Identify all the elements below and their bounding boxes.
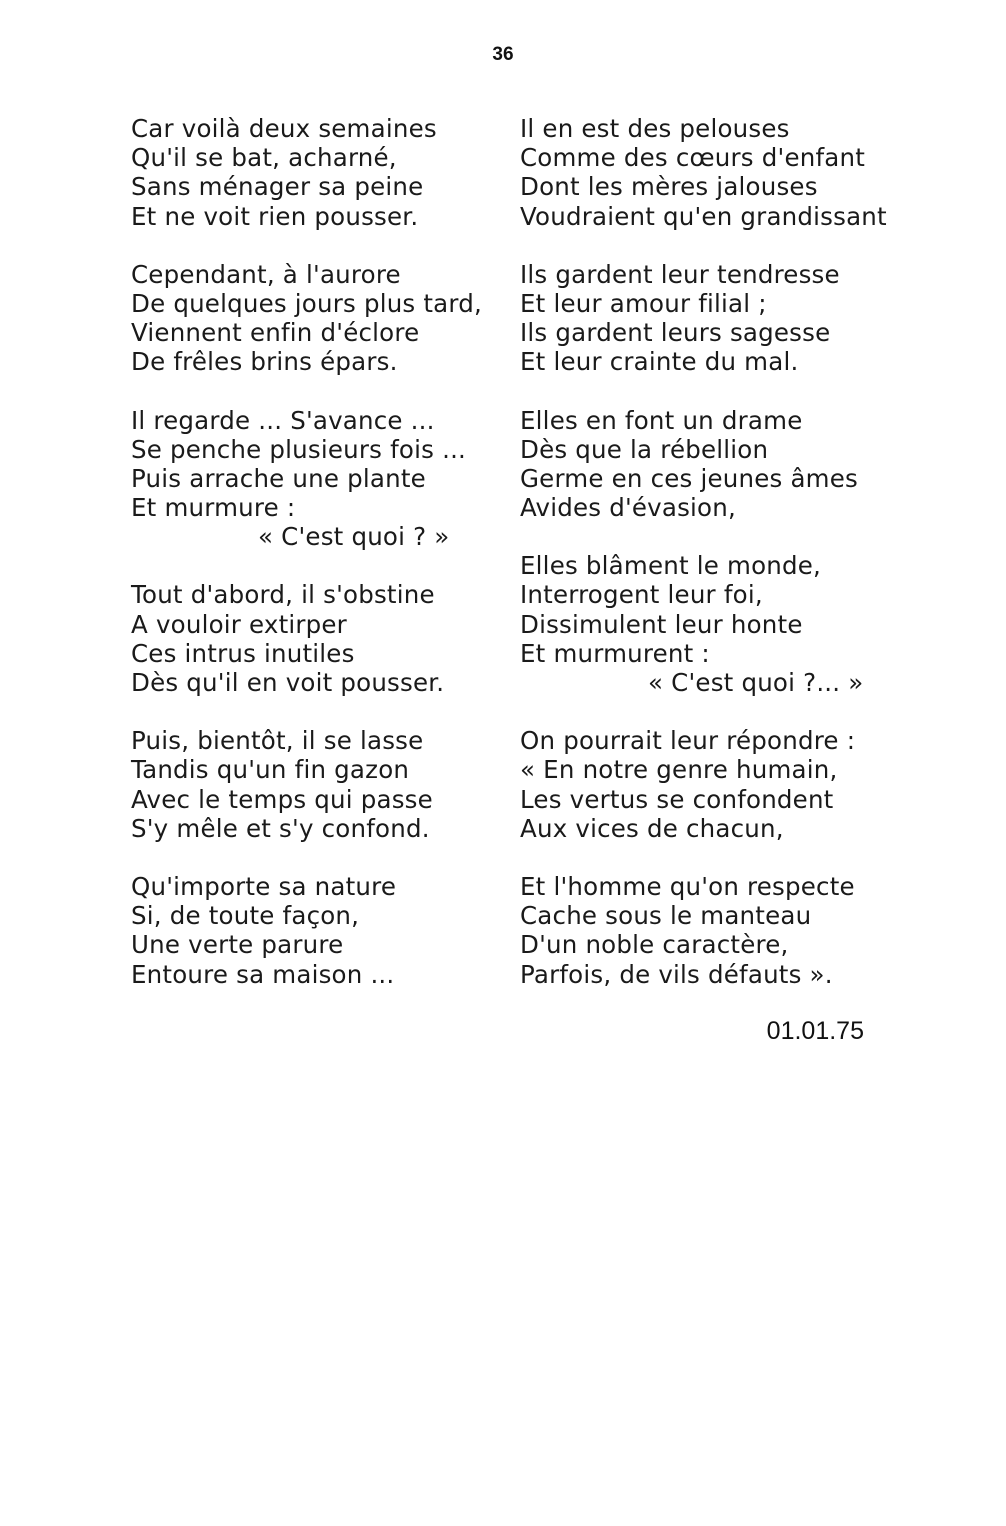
quoted-line: « C'est quoi ?... » [648, 668, 864, 697]
verse-line: Les vertus se confondent [520, 784, 834, 814]
verse-line: Interrogent leur foi, [520, 580, 763, 610]
verse-line: Dissimulent leur honte [520, 609, 803, 639]
verse-line: Qu'importe sa nature [131, 871, 397, 901]
verse-line: Elles en font un drame [520, 405, 803, 435]
verse-line: Tandis qu'un fin gazon [131, 755, 410, 785]
verse-line: Et leur amour filial ; [520, 288, 767, 318]
verse-line: Elles blâment le monde, [520, 551, 822, 581]
verse-line: Et murmurent : [520, 638, 710, 668]
stanza [520, 726, 910, 843]
verse-line: Sans ménager sa peine [131, 172, 424, 202]
verse-line: D'un noble caractère, [520, 930, 789, 960]
page-number: 36 [492, 44, 514, 65]
stanza [520, 872, 910, 989]
poem-left-column [131, 114, 511, 1018]
stanza [520, 260, 910, 377]
poem-date: 01.01.75 [766, 1017, 864, 1045]
verse-line: Viennent enfin d'éclore [131, 318, 420, 348]
verse-line: S'y mêle et s'y confond. [131, 813, 430, 843]
verse-line: Dès qu'il en voit pousser. [131, 668, 445, 697]
stanza [131, 406, 511, 552]
poem-right-column [520, 114, 910, 1018]
stanza [520, 406, 910, 523]
verse-line: Dès que la rébellion [520, 434, 769, 464]
verse-line: Parfois, de vils défauts ». [520, 959, 833, 989]
verse-line: Avec le temps qui passe [131, 784, 433, 814]
verse-line: Voudraient qu'en grandissant [520, 201, 887, 231]
stanza [131, 580, 511, 697]
stanza [131, 726, 511, 843]
verse-line: De quelques jours plus tard, [131, 288, 482, 318]
verse-line: Cependant, à l'aurore [131, 259, 401, 289]
verse-line: De frêles brins épars. [131, 347, 398, 377]
verse-line: Aux vices de chacun, [520, 813, 784, 843]
verse-line: Se penche plusieurs fois ... [131, 434, 467, 464]
verse-line: Et ne voit rien pousser. [131, 201, 419, 231]
verse-line: Si, de toute façon, [131, 901, 360, 931]
stanza [131, 114, 511, 231]
verse-line: Avides d'évasion, [520, 493, 736, 523]
verse-line: « En notre genre humain, [520, 755, 838, 785]
verse-line: Puis, bientôt, il se lasse [131, 726, 424, 756]
stanza [131, 260, 511, 377]
stanza [131, 872, 511, 989]
verse-line: Une verte parure [131, 930, 344, 960]
verse-line: Et l'homme qu'on respecte [520, 871, 855, 901]
verse-line: Germe en ces jeunes âmes [520, 463, 858, 493]
verse-line: Car voilà deux semaines [131, 114, 437, 143]
verse-line: Tout d'abord, il s'obstine [131, 580, 435, 610]
verse-line: Comme des cœurs d'enfant [520, 143, 866, 173]
verse-line: Ils gardent leurs sagesse [520, 318, 831, 348]
verse-line: A vouloir extirper [131, 609, 347, 639]
verse-line: Cache sous le manteau [520, 901, 812, 931]
verse-line: Et leur crainte du mal. [520, 347, 799, 377]
verse-line: Dont les mères jalouses [520, 172, 818, 202]
verse-line: Il regarde ... S'avance ... [131, 405, 435, 435]
quoted-line: « C'est quoi ? » [258, 522, 450, 552]
verse-line: Entoure sa maison ... [131, 959, 395, 989]
verse-line: Puis arrache une plante [131, 463, 426, 493]
stanza [520, 114, 910, 231]
verse-line: On pourrait leur répondre : [520, 726, 856, 756]
verse-line: Il en est des pelouses [520, 114, 790, 143]
verse-line: Ils gardent leur tendresse [520, 259, 840, 289]
stanza [520, 551, 910, 697]
verse-line: Ces intrus inutiles [131, 638, 355, 668]
verse-line: Et murmure : [131, 493, 296, 523]
verse-line: Qu'il se bat, acharné, [131, 143, 397, 173]
